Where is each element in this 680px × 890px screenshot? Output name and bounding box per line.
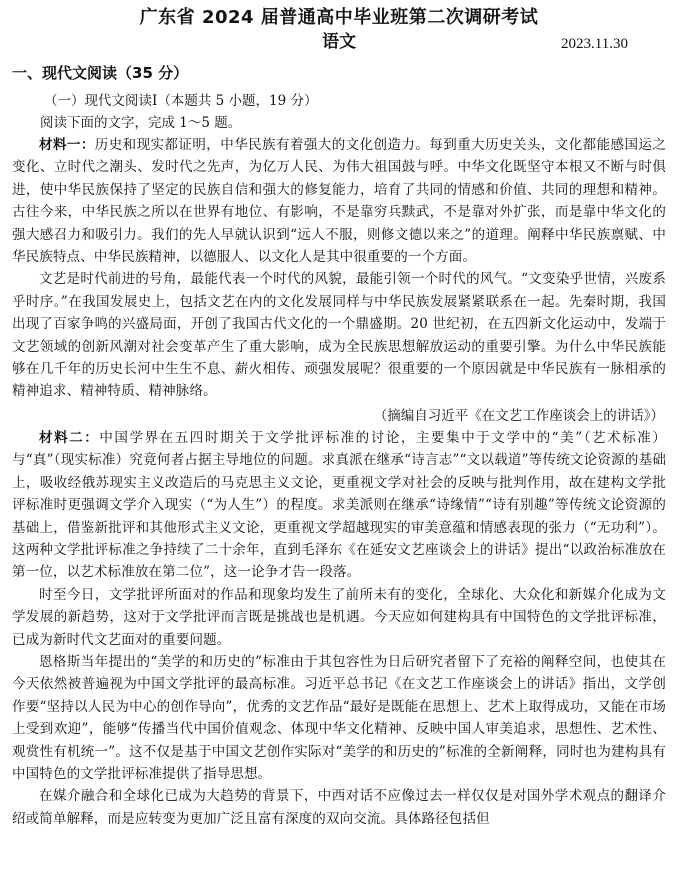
instruction-text: 阅读下面的文字，完成 1～5 题。 [40,115,242,131]
section-heading: 一、现代文阅读（35 分） [12,64,189,82]
subject-title: 语文 [322,32,356,52]
material1-source: （摘编自习近平《在文艺工作座谈会上的讲话》） [373,407,664,424]
exam-date: 2023.11.30 [561,36,628,52]
material2-text-1: 中国学界在五四时期关于文学批评标准的讨论，主要集中于文学中的“美”（艺术标准）与“真”（现实标准）究竟何者占据主导地位的问题。求真派在继承“诗言志”“文以载道”等传统文论资源的基础上，吸收经俄苏现实主义改造后的马克思主义文论，更重视文学对社会的反映与批判作用，故在建构文学批评标准时更强调文学介入现实（“为人生”）的程度。求美派则在继承“诗缘情”“诗有别趣”等传统文论资源的基础上，借鉴新批评和其他形式主义文论，更重视文学超越现实的审美意蕴和情感表现的张力（“无功利”）。这两种文学批评标准之争持续了二十余年，直到毛泽东《在延安文艺座谈会上的讲话》提出“以政治标准放在第一位，以艺术标准放在第二位”，这一论争才告一段落。 [12,429,667,581]
material1-paragraph-2: 文艺是时代前进的号角，最能代表一个时代的风貌，最能引领一个时代的风气。“文变染乎世情，兴废系乎时序。”在我国发展史上，包括文艺在内的文化发展同样与中华民族发展紧紧联系在一起。先秦时期，我国出现了百家争鸣的兴盛局面，开创了我国古代文化的一个鼎盛期。20 世纪初，在五四新文化运动中，发端于文艺领域的创新风潮对社会变革产生了重大影响，成为全民族思想解放运动的重要引擎。为什么中华民族能够在几千年的历史长河中生生不息、薪火相传、顽强发展呢？很重要的一个原因就是中华民族有一脉相承的精神追求、精神特质、精神脉络。 [12,271,666,400]
material1-text-1: 历史和现实都证明，中华民族有着强大的文化创造力。每到重大历史关头，文化都能感国运之变化、立时代之潮头、发时代之先声，为亿万人民、为伟大祖国鼓与呼。中华文化既坚守本根又不断与时俱进，使中华民族保持了坚定的民族自信和强大的修复能力，培育了共同的情感和价值、共同的理想和精神。古往今来，中华民族之所以在世界有地位、有影响，不是靠穷兵黩武，不是靠对外扩张，而是靠中华文化的强大感召力和吸引力。我们的先人早就认识到“远人不服，则修文德以来之”的道理。阐释中华民族禀赋、中华民族特点、中华民族精神，以德服人、以文化人是其中很重要的一个方面。 [12,137,666,266]
material2-paragraph-2: 时至今日，文学批评所面对的作品和现象均发生了前所未有的变化，全球化、大众化和新媒介化成为文学发展的新趋势，这对于文学批评而言既是挑战也是机遇。今天应如何建构具有中国特色的文学批评标准，已成为新时代文艺面对的重要问题。 [12,586,666,648]
material2-label: 材料二： [39,429,100,446]
exam-title: 广东省 2024 届普通高中毕业班第二次调研考试 [139,7,539,28]
subject-line [12,30,666,54]
material2-paragraph-3: 恩格斯当年提出的“美学的和历史的”标准由于其包容性为日后研究者留下了充裕的阐释空间，也使其在今天依然被普遍视为中国文学批评的最高标准。习近平总书记《在文艺工作座谈会上的讲话》指出，文学创作要“坚持以人民为中心的创作导向”，优秀的文艺作品“最好是既能在思想上、艺术上取得成功，又能在市场上受到欢迎”，能够“传播当代中国价值观念、体现中华文化精神、反映中国人审美追求，思想性、艺术性、观赏性有机统一”。这不仅是基于中国文艺创作实际对“美学的和历史的”标准的全新阐释，同时也为建构具有中国特色的文学批评标准提供了指导思想。 [12,653,666,782]
subsection-heading: （一）现代文阅读Ⅰ（本题共 5 小题，19 分） [44,93,318,109]
material1-paragraph-1 [12,134,666,268]
material2-paragraph-1 [12,427,666,584]
material2-paragraph-4: 在媒介融合和全球化已成为大趋势的背景下，中西对话不应像过去一样仅仅是对国外学术观点的翻译介绍或简单解释，而是应转变为更加广泛且富有深度的双向交流。具体路径包括但 [12,788,666,827]
material1-label: 材料一： [39,137,95,153]
document-page [0,6,680,890]
